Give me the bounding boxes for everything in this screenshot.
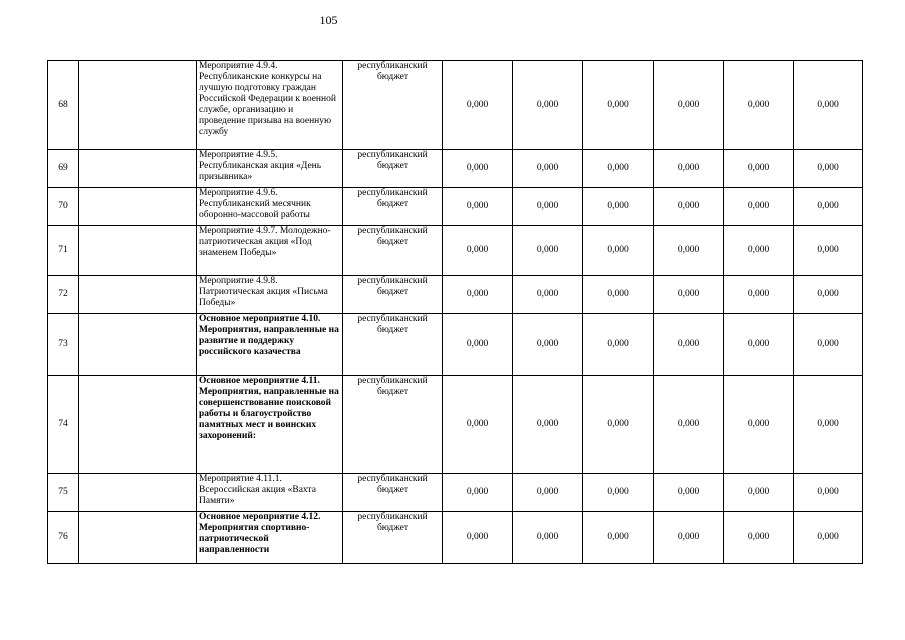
- table-row: [48, 512, 863, 564]
- empty-cell: [79, 188, 197, 226]
- amount-cell: 0,000: [583, 314, 654, 376]
- table-row: [48, 376, 863, 474]
- amount-cell: 0,000: [724, 150, 794, 188]
- empty-cell: [79, 376, 197, 474]
- table-row: [48, 150, 863, 188]
- amount-cell: 0,000: [794, 276, 863, 314]
- amount-cell: 0,000: [724, 188, 794, 226]
- amount-cell: 0,000: [583, 226, 654, 276]
- amount-cell: 0,000: [654, 276, 724, 314]
- table-row: [48, 474, 863, 512]
- budget-table: [47, 60, 863, 564]
- amount-cell: 0,000: [513, 150, 583, 188]
- amount-cell: 0,000: [513, 226, 583, 276]
- row-number: 75: [48, 474, 79, 512]
- empty-cell: [79, 61, 197, 150]
- amount-cell: 0,000: [794, 188, 863, 226]
- amount-cell: 0,000: [443, 276, 513, 314]
- amount-cell: 0,000: [724, 276, 794, 314]
- amount-cell: 0,000: [583, 376, 654, 474]
- row-number: 71: [48, 226, 79, 276]
- event-name: Мероприятие 4.9.6. Республиканский месячник оборонно-массовой работы: [197, 188, 343, 226]
- amount-cell: 0,000: [654, 512, 724, 564]
- amount-cell: 0,000: [724, 61, 794, 150]
- amount-cell: 0,000: [583, 474, 654, 512]
- funding-source: республиканский бюджет: [343, 512, 443, 564]
- row-number: 76: [48, 512, 79, 564]
- amount-cell: 0,000: [724, 512, 794, 564]
- table-body: [48, 61, 863, 564]
- table-row: [48, 276, 863, 314]
- event-name: Основное мероприятие 4.12. Мероприятия спортивно-патриотической направленности: [197, 512, 343, 564]
- table-row: [48, 61, 863, 150]
- amount-cell: 0,000: [513, 376, 583, 474]
- amount-cell: 0,000: [724, 226, 794, 276]
- row-number: 73: [48, 314, 79, 376]
- table-row: [48, 188, 863, 226]
- row-number: 74: [48, 376, 79, 474]
- empty-cell: [79, 226, 197, 276]
- funding-source: республиканский бюджет: [343, 61, 443, 150]
- amount-cell: 0,000: [794, 61, 863, 150]
- amount-cell: 0,000: [443, 188, 513, 226]
- event-name: Мероприятие 4.11.1. Всероссийская акция «Вахта Памяти»: [197, 474, 343, 512]
- amount-cell: 0,000: [443, 512, 513, 564]
- amount-cell: 0,000: [794, 314, 863, 376]
- amount-cell: 0,000: [443, 376, 513, 474]
- amount-cell: 0,000: [794, 376, 863, 474]
- row-number: 68: [48, 61, 79, 150]
- amount-cell: 0,000: [724, 314, 794, 376]
- amount-cell: 0,000: [443, 150, 513, 188]
- funding-source: республиканский бюджет: [343, 276, 443, 314]
- funding-source: республиканский бюджет: [343, 226, 443, 276]
- amount-cell: 0,000: [513, 276, 583, 314]
- empty-cell: [79, 512, 197, 564]
- amount-cell: 0,000: [654, 376, 724, 474]
- page-number: [0, 13, 905, 28]
- amount-cell: 0,000: [654, 150, 724, 188]
- amount-cell: 0,000: [794, 512, 863, 564]
- amount-cell: 0,000: [443, 474, 513, 512]
- amount-cell: 0,000: [443, 314, 513, 376]
- amount-cell: 0,000: [724, 376, 794, 474]
- amount-cell: 0,000: [443, 61, 513, 150]
- amount-cell: 0,000: [583, 188, 654, 226]
- funding-source: республиканский бюджет: [343, 474, 443, 512]
- amount-cell: 0,000: [794, 226, 863, 276]
- amount-cell: 0,000: [654, 474, 724, 512]
- amount-cell: 0,000: [513, 512, 583, 564]
- row-number: 70: [48, 188, 79, 226]
- empty-cell: [79, 150, 197, 188]
- table-row: [48, 314, 863, 376]
- amount-cell: 0,000: [654, 61, 724, 150]
- empty-cell: [79, 276, 197, 314]
- table-row: [48, 226, 863, 276]
- event-name: Мероприятие 4.9.5. Республиканская акция «День призывника»: [197, 150, 343, 188]
- funding-source: республиканский бюджет: [343, 150, 443, 188]
- funding-source: республиканский бюджет: [343, 376, 443, 474]
- event-name: Основное мероприятие 4.11. Мероприятия, направленные на совершенствование поисковой работы и благоустройство памятных мест и воинских захоронений:: [197, 376, 343, 474]
- amount-cell: 0,000: [654, 188, 724, 226]
- empty-cell: [79, 474, 197, 512]
- amount-cell: 0,000: [654, 226, 724, 276]
- amount-cell: 0,000: [794, 474, 863, 512]
- amount-cell: 0,000: [654, 314, 724, 376]
- amount-cell: 0,000: [443, 226, 513, 276]
- empty-cell: [79, 314, 197, 376]
- page-number-text: 105: [319, 13, 338, 27]
- event-name: Мероприятие 4.9.4. Республиканские конкурсы на лучшую подготовку граждан Российской Федерации к военной службе, организацию и проведение призыва на военную службу: [197, 61, 343, 150]
- funding-source: республиканский бюджет: [343, 314, 443, 376]
- amount-cell: 0,000: [513, 61, 583, 150]
- row-number: 69: [48, 150, 79, 188]
- event-name: Мероприятие 4.9.8. Патриотическая акция «Письма Победы»: [197, 276, 343, 314]
- amount-cell: 0,000: [513, 474, 583, 512]
- funding-source: республиканский бюджет: [343, 188, 443, 226]
- event-name: Основное мероприятие 4.10. Мероприятия, направленные на развитие и поддержку российского казачества: [197, 314, 343, 376]
- amount-cell: 0,000: [583, 512, 654, 564]
- amount-cell: 0,000: [724, 474, 794, 512]
- amount-cell: 0,000: [583, 276, 654, 314]
- amount-cell: 0,000: [583, 61, 654, 150]
- amount-cell: 0,000: [513, 188, 583, 226]
- amount-cell: 0,000: [513, 314, 583, 376]
- event-name: Мероприятие 4.9.7. Молодежно-патриотическая акция «Под знаменем Победы»: [197, 226, 343, 276]
- amount-cell: 0,000: [583, 150, 654, 188]
- row-number: 72: [48, 276, 79, 314]
- amount-cell: 0,000: [794, 150, 863, 188]
